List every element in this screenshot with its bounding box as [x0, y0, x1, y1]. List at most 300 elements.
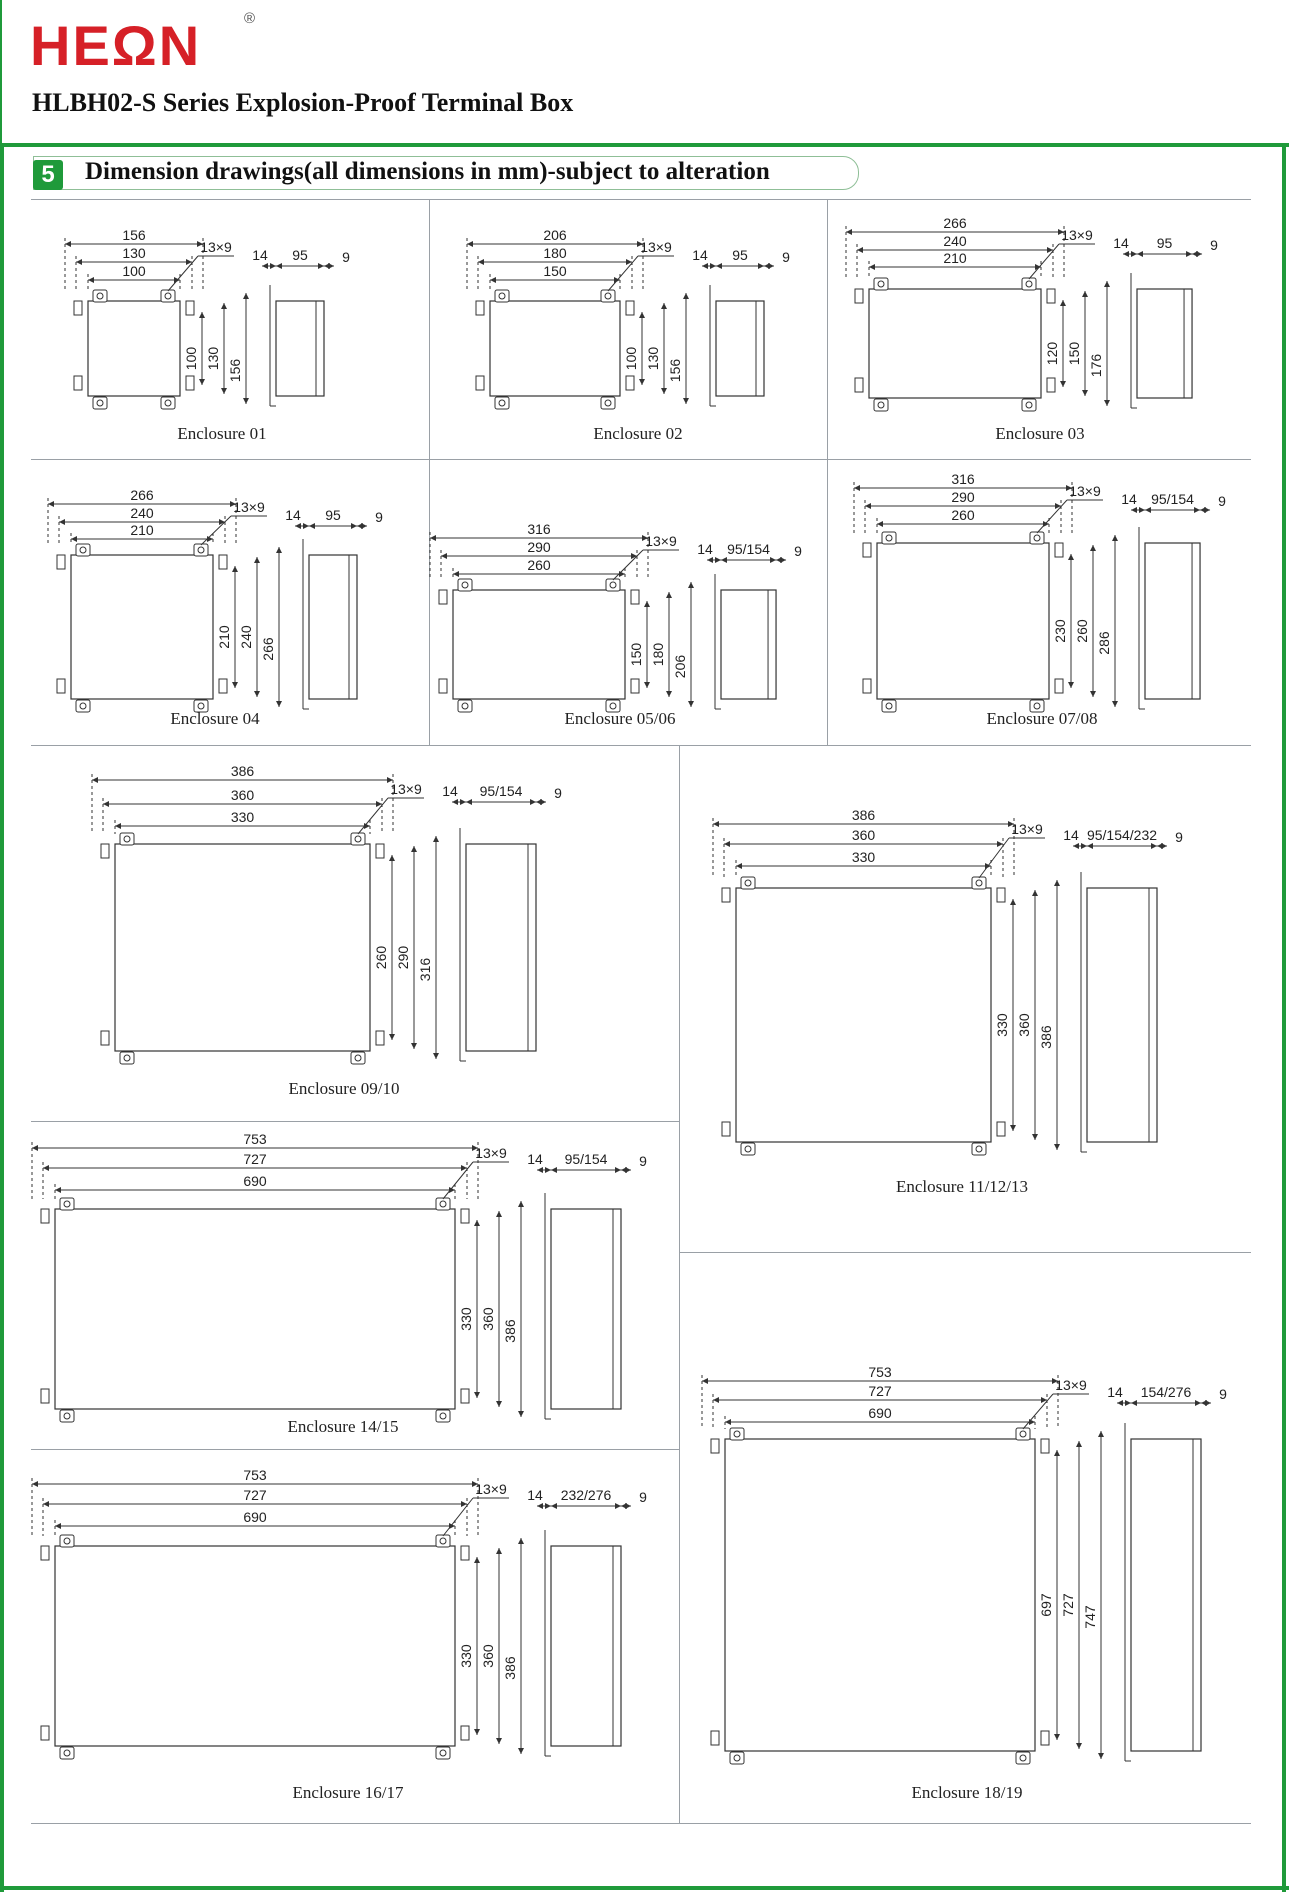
enclosure-11-side-dim-line-2-arrow-l — [1131, 1400, 1137, 1406]
enclosure-10-top-dim-2: 727 — [243, 1487, 267, 1503]
enclosure-1-side-dim-3: 9 — [342, 249, 350, 265]
enclosure-7-right-dim-line-1-arrow-t — [389, 855, 395, 861]
enclosure-4-right-dim-2: 240 — [238, 625, 254, 649]
enclosure-10-right-dim-3: 386 — [502, 1656, 518, 1680]
enclosure-7-top-dim-2: 360 — [230, 787, 255, 803]
enclosure-5-hole-leader — [613, 550, 643, 580]
enclosure-2-lug-l2 — [476, 376, 484, 390]
enclosure-3-foot-tl — [874, 278, 888, 290]
enclosure-4-side-dim-line-1-arrow-l — [295, 523, 301, 529]
enclosure-1-right-dim-line-1-arrow-t — [199, 312, 205, 318]
enclosure-8-lug-r1 — [997, 888, 1005, 902]
enclosure-7-top-dim-line-3-arrow-l — [115, 823, 121, 829]
enclosure-11-right-dim-line-3-arrow-b — [1098, 1753, 1104, 1759]
enclosure-5-side-dim-line-2-arrow-r — [770, 557, 776, 563]
enclosure-7-side-body — [466, 844, 536, 1051]
enclosure-1-right-dim-3: 156 — [227, 358, 243, 383]
enclosure-6-right-dim-1: 230 — [1052, 619, 1068, 643]
enclosure-11-hole-size: 13×9 — [1055, 1377, 1087, 1393]
enclosure-3-top-dim-1: 266 — [943, 215, 967, 231]
enclosure-4-lug-r1 — [219, 555, 227, 569]
enclosure-4-lug-l1 — [57, 555, 65, 569]
enclosure-7-right-dim-line-2-arrow-t — [411, 846, 417, 852]
enclosure-8-side-body — [1087, 888, 1157, 1142]
enclosure-2-front-body — [490, 301, 620, 396]
enclosure-8-right-dim-1: 330 — [994, 1013, 1010, 1037]
enclosure-7-foot-br — [351, 1052, 365, 1064]
enclosure-2-right-dim-1: 100 — [623, 346, 639, 371]
enclosure-5-top-dim-2: 290 — [527, 539, 551, 555]
enclosure-4-right-dim-3: 266 — [260, 637, 276, 661]
enclosure-11-top-dim-line-3-arrow-r — [1029, 1419, 1035, 1425]
enclosure-10-foot-tl — [60, 1535, 74, 1547]
enclosure-4-side-dim-1: 14 — [285, 507, 301, 523]
enclosure-5-foot-tl — [458, 579, 472, 591]
enclosure-1-lug-l1 — [74, 301, 82, 315]
enclosure-9-foot-tl — [60, 1198, 74, 1210]
enclosure-9-hole-size: 13×9 — [475, 1145, 507, 1161]
enclosure-4-right-dim-line-2-arrow-b — [254, 691, 260, 697]
enclosure-6-top-dim-1: 316 — [951, 471, 975, 487]
enclosure-3-right-dim-line-2-arrow-t — [1082, 291, 1088, 297]
enclosure-7-side-dim-line-1-arrow-r — [460, 799, 466, 805]
enclosure-10-right-dim-line-2-arrow-t — [496, 1548, 502, 1554]
enclosure-4-top-dim-3: 210 — [130, 522, 154, 538]
enclosure-11-right-dim-line-3-arrow-t — [1098, 1431, 1104, 1437]
enclosure-9-side-body — [551, 1209, 621, 1409]
enclosure-5-top-dim-line-3-arrow-l — [453, 571, 459, 577]
enclosure-2-foot-tr — [601, 290, 615, 302]
enclosure-9-front-body — [55, 1209, 455, 1409]
enclosure-7-side-dim-3: 9 — [554, 785, 562, 801]
enclosure-3-top-dim-line-3-arrow-l — [869, 264, 875, 270]
enclosure-11-side-dim-line-1-arrow-r — [1125, 1400, 1131, 1406]
enclosure-7-foot-tr — [351, 833, 365, 845]
enclosure-4-top-dim-2: 240 — [130, 505, 154, 521]
enclosure-8-foot-tl — [741, 877, 755, 889]
enclosure-3-top-dim-3: 210 — [943, 250, 967, 266]
enclosure-1-top-dim-line-2-arrow-l — [76, 259, 82, 265]
enclosure-3-side-dim-2: 95 — [1156, 235, 1173, 251]
enclosure-6-side-dim-1: 14 — [1121, 491, 1137, 507]
enclosure-6-side-dim-line-1-arrow-l — [1131, 507, 1137, 513]
enclosure-6-right-dim-line-1-arrow-b — [1068, 682, 1074, 688]
enclosure-10-foot-bl — [60, 1747, 74, 1759]
enclosure-6-top-dim-line-2-arrow-l — [865, 503, 871, 509]
enclosure-5-side-dim-line-2-arrow-l — [721, 557, 727, 563]
enclosure-5-top-dim-line-2-arrow-r — [631, 553, 637, 559]
enclosure-4-right-dim-1: 210 — [216, 625, 232, 649]
enclosure-11-top-dim-line-1-arrow-l — [702, 1378, 708, 1384]
enclosure-11-hole-leader — [1023, 1394, 1053, 1429]
enclosure-4-right-dim-line-2-arrow-t — [254, 557, 260, 563]
enclosure-1-top-dim-line-3-arrow-l — [88, 277, 94, 283]
enclosure-5-right-dim-line-2-arrow-t — [666, 592, 672, 598]
enclosure-5-lug-r1 — [631, 590, 639, 604]
enclosure-2-lug-r2 — [626, 376, 634, 390]
enclosure-4-top-dim-line-1-arrow-l — [48, 501, 54, 507]
enclosure-6-right-dim-3: 286 — [1096, 631, 1112, 655]
enclosure-7-right-dim-line-1-arrow-b — [389, 1034, 395, 1040]
enclosure-7-right-dim-line-2-arrow-b — [411, 1043, 417, 1049]
enclosure-3-foot-br — [1022, 399, 1036, 411]
enclosure-9-top-dim-line-1-arrow-l — [32, 1145, 38, 1151]
enclosure-9-side-dim-2: 95/154 — [564, 1151, 608, 1167]
enclosure-1-right-dim-line-2-arrow-t — [221, 303, 227, 309]
enclosure-8-side-dim-line-3-arrow-r — [1161, 843, 1167, 849]
enclosure-10-foot-br — [436, 1747, 450, 1759]
enclosure-8-top-dim-3: 330 — [851, 849, 876, 865]
enclosure-9-right-dim-line-1-arrow-b — [474, 1392, 480, 1398]
enclosure-2-side-dim-3: 9 — [782, 249, 790, 265]
enclosure-6-side-dim-line-3-arrow-r — [1204, 507, 1210, 513]
enclosure-10-side-dim-2: 232/276 — [560, 1487, 612, 1503]
enclosure-9-top-dim-2: 727 — [243, 1151, 267, 1167]
enclosure-6-hole-size: 13×9 — [1069, 483, 1101, 499]
enclosure-1-side-dim-line-1-arrow-l — [262, 263, 268, 269]
enclosure-6-side-dim-3: 9 — [1218, 493, 1226, 509]
enclosure-5-right-dim-1: 150 — [628, 642, 644, 667]
enclosure-5-right-dim-line-3-arrow-t — [688, 582, 694, 588]
enclosure-4-hole-size: 13×9 — [233, 499, 265, 515]
enclosure-2-top-dim-line-2-arrow-l — [478, 259, 484, 265]
enclosure-2-foot-br — [601, 397, 615, 409]
enclosure-2-foot-bl — [495, 397, 509, 409]
enclosure-5-side-dim-2: 95/154 — [727, 541, 770, 557]
enclosure-6-right-dim-2: 260 — [1074, 619, 1090, 643]
enclosure-8-side-dim-line-1-arrow-l — [1073, 843, 1079, 849]
enclosure-2-lug-r1 — [626, 301, 634, 315]
enclosure-8-right-dim-2: 360 — [1016, 1013, 1032, 1037]
enclosure-4-foot-tl — [76, 544, 90, 556]
enclosure-11-right-dim-1: 697 — [1038, 1593, 1054, 1617]
enclosure-7-right-dim-line-3-arrow-t — [433, 836, 439, 842]
enclosure-1-right-dim-1: 100 — [183, 346, 199, 371]
enclosure-3-right-dim-line-1-arrow-t — [1060, 300, 1066, 306]
enclosure-5-top-dim-1: 316 — [527, 521, 551, 537]
enclosure-1-front-body — [88, 301, 180, 396]
enclosure-11-side-dim-1: 14 — [1107, 1384, 1123, 1400]
enclosure-9-top-dim-line-2-arrow-l — [43, 1165, 49, 1171]
enclosure-7-foot-bl — [120, 1052, 134, 1064]
enclosure-7-top-dim-line-1-arrow-l — [92, 777, 98, 783]
enclosure-2-top-dim-line-3-arrow-l — [490, 277, 496, 283]
enclosure-1-foot-tr — [161, 290, 175, 302]
enclosure-10-front-body — [55, 1546, 455, 1746]
section-title: Dimension drawings(all dimensions in mm)-subject to alteration — [85, 158, 770, 185]
enclosure-10-right-dim-line-3-arrow-b — [518, 1748, 524, 1754]
enclosure-9-right-dim-1: 330 — [458, 1307, 474, 1331]
enclosure-6-side-dim-line-2-arrow-r — [1194, 507, 1200, 513]
enclosure-1-side-dim-line-3-arrow-r — [328, 263, 334, 269]
enclosure-11-lug-l2 — [711, 1731, 719, 1745]
enclosure-4-side-dim-line-2-arrow-r — [351, 523, 357, 529]
enclosure-8-right-dim-line-1-arrow-t — [1010, 899, 1016, 905]
enclosure-3-top-dim-line-1-arrow-l — [846, 229, 852, 235]
enclosure-11-right-dim-3: 747 — [1082, 1605, 1098, 1629]
enclosure-3-hole-size: 13×9 — [1061, 227, 1093, 243]
enclosure-1-side-dim-line-1-arrow-r — [270, 263, 276, 269]
enclosure-9-right-dim-line-2-arrow-b — [496, 1401, 502, 1407]
enclosure-1-top-dim-1: 156 — [122, 227, 146, 243]
enclosure-7-top-dim-1: 386 — [230, 763, 255, 779]
document-title: HLBH02-S Series Explosion-Proof Terminal Box — [32, 88, 574, 117]
enclosure-8-lug-l2 — [722, 1122, 730, 1136]
registered-mark: ® — [244, 10, 256, 27]
enclosure-6-top-dim-line-1-arrow-l — [854, 485, 860, 491]
enclosure-1-hole-size: 13×9 — [200, 239, 232, 255]
enclosure-9-side-dim-line-1-arrow-l — [537, 1167, 543, 1173]
enclosure-8-top-dim-2: 360 — [851, 827, 876, 843]
enclosure-4-lug-l2 — [57, 679, 65, 693]
enclosure-11-right-dim-line-2-arrow-b — [1076, 1743, 1082, 1749]
enclosure-10-side-dim-line-3-arrow-r — [625, 1503, 631, 1509]
enclosure-11-side-dim-3: 9 — [1219, 1386, 1227, 1402]
enclosure-4-side-dim-line-3-arrow-r — [361, 523, 367, 529]
enclosure-8-right-dim-line-2-arrow-t — [1032, 890, 1038, 896]
enclosure-3-side-dim-line-1-arrow-l — [1123, 251, 1129, 257]
enclosure-5-right-dim-line-1-arrow-b — [644, 682, 650, 688]
enclosure-7-right-dim-1: 260 — [373, 945, 389, 970]
enclosure-7-front-body — [115, 844, 370, 1051]
enclosure-6-right-dim-line-3-arrow-t — [1112, 535, 1118, 541]
enclosure-10-side-dim-line-1-arrow-r — [545, 1503, 551, 1509]
enclosure-10-side-body — [551, 1546, 621, 1746]
enclosure-8-foot-bl — [741, 1143, 755, 1155]
enclosure-11-side-dim-line-2-arrow-r — [1195, 1400, 1201, 1406]
enclosure-10-top-dim-3: 690 — [243, 1509, 267, 1525]
enclosure-5-lug-l1 — [439, 590, 447, 604]
enclosure-5-side-dim-line-1-arrow-r — [715, 557, 721, 563]
enclosure-9-top-dim-3: 690 — [243, 1173, 267, 1189]
enclosure-1-right-dim-line-1-arrow-b — [199, 379, 205, 385]
enclosure-4-side-dim-2: 95 — [325, 507, 341, 523]
enclosure-caption: Enclosure 14/15 — [287, 1417, 399, 1436]
enclosure-10-right-dim-1: 330 — [458, 1644, 474, 1668]
enclosure-3-side-dim-3: 9 — [1210, 237, 1218, 253]
enclosure-2-right-dim-3: 156 — [667, 358, 683, 383]
enclosure-10-right-dim-line-1-arrow-b — [474, 1729, 480, 1735]
enclosure-2-top-dim-2: 180 — [543, 245, 567, 261]
enclosure-5-top-dim-3: 260 — [527, 557, 551, 573]
enclosure-caption: Enclosure 05/06 — [564, 709, 676, 728]
enclosure-1-lug-r1 — [186, 301, 194, 315]
enclosure-8-lug-l1 — [722, 888, 730, 902]
enclosure-1-side-dim-2: 95 — [292, 247, 308, 263]
enclosure-4-side-dim-3: 9 — [375, 509, 383, 525]
enclosure-11-side-dim-line-3-arrow-r — [1205, 1400, 1211, 1406]
enclosure-2-side-dim-line-1-arrow-r — [710, 263, 716, 269]
enclosure-9-side-dim-line-2-arrow-l — [551, 1167, 557, 1173]
enclosure-11-top-dim-line-2-arrow-l — [713, 1397, 719, 1403]
enclosure-5-side-dim-line-1-arrow-l — [707, 557, 713, 563]
enclosure-7-right-dim-line-3-arrow-b — [433, 1053, 439, 1059]
enclosure-7-lug-l1 — [101, 844, 109, 858]
enclosure-8-foot-tr — [972, 877, 986, 889]
enclosure-10-side-dim-line-1-arrow-l — [537, 1503, 543, 1509]
enclosure-3-side-dim-line-2-arrow-r — [1186, 251, 1192, 257]
enclosure-9-foot-bl — [60, 1410, 74, 1422]
enclosure-9-side-dim-line-1-arrow-r — [545, 1167, 551, 1173]
enclosure-6-side-dim-2: 95/154 — [1151, 491, 1194, 507]
enclosure-8-side-dim-line-2-arrow-r — [1151, 843, 1157, 849]
enclosure-9-right-dim-2: 360 — [480, 1307, 496, 1331]
enclosure-11-top-dim-3: 690 — [868, 1405, 892, 1421]
enclosure-3-top-dim-line-2-arrow-l — [857, 247, 863, 253]
enclosure-5-front-body — [453, 590, 625, 699]
enclosure-2-right-dim-line-3-arrow-t — [683, 293, 689, 299]
enclosure-6-hole-leader — [1037, 500, 1067, 533]
enclosure-9-right-dim-line-3-arrow-b — [518, 1411, 524, 1417]
enclosure-2-right-dim-line-2-arrow-t — [661, 303, 667, 309]
enclosure-4-front-body — [71, 555, 213, 699]
enclosure-2-right-dim-2: 130 — [645, 346, 661, 371]
enclosure-5-side-dim-line-3-arrow-r — [780, 557, 786, 563]
enclosure-2-side-dim-line-3-arrow-r — [768, 263, 774, 269]
enclosure-3-foot-tr — [1022, 278, 1036, 290]
enclosure-3-right-dim-line-2-arrow-b — [1082, 390, 1088, 396]
enclosure-caption: Enclosure 07/08 — [986, 709, 1098, 728]
enclosure-3-lug-r2 — [1047, 378, 1055, 392]
enclosure-10-side-dim-line-2-arrow-r — [615, 1503, 621, 1509]
enclosure-11-top-dim-2: 727 — [868, 1383, 892, 1399]
enclosure-8-right-dim-3: 386 — [1038, 1025, 1054, 1049]
enclosure-6-lug-r1 — [1055, 543, 1063, 557]
enclosure-11-top-dim-line-3-arrow-l — [725, 1419, 731, 1425]
enclosure-3-right-dim-1: 120 — [1044, 341, 1060, 366]
enclosure-6-front-body — [877, 543, 1049, 699]
enclosure-6-side-dim-line-2-arrow-l — [1145, 507, 1151, 513]
enclosure-11-foot-tl — [730, 1428, 744, 1440]
enclosure-1-right-dim-line-3-arrow-b — [243, 398, 249, 404]
enclosure-6-lug-l1 — [863, 543, 871, 557]
enclosure-11-foot-bl — [730, 1752, 744, 1764]
enclosure-1-lug-l2 — [74, 376, 82, 390]
enclosure-10-lug-l1 — [41, 1546, 49, 1560]
enclosure-6-right-dim-line-2-arrow-b — [1090, 691, 1096, 697]
enclosure-11-right-dim-line-1-arrow-b — [1054, 1734, 1060, 1740]
enclosure-8-top-dim-line-3-arrow-l — [736, 863, 742, 869]
enclosure-4-right-dim-line-3-arrow-b — [276, 701, 282, 707]
enclosure-9-top-dim-line-3-arrow-l — [55, 1187, 61, 1193]
enclosure-3-lug-l2 — [855, 378, 863, 392]
enclosure-caption: Enclosure 04 — [170, 709, 260, 728]
enclosure-8-right-dim-line-3-arrow-b — [1054, 1144, 1060, 1150]
enclosure-1-right-dim-line-3-arrow-t — [243, 293, 249, 299]
enclosure-3-side-dim-1: 14 — [1113, 235, 1129, 251]
enclosure-7-side-dim-2: 95/154 — [479, 783, 523, 799]
enclosure-11-side-dim-2: 154/276 — [1140, 1384, 1192, 1400]
section-number-badge: 5 — [33, 160, 63, 190]
enclosure-1-hole-leader — [168, 256, 198, 291]
enclosure-5-right-dim-line-2-arrow-b — [666, 691, 672, 697]
enclosure-9-right-dim-line-1-arrow-t — [474, 1220, 480, 1226]
enclosure-2-side-dim-1: 14 — [692, 247, 708, 263]
enclosure-4-side-body — [309, 555, 357, 699]
enclosure-7-side-dim-1: 14 — [442, 783, 458, 799]
enclosure-4-lug-r2 — [219, 679, 227, 693]
enclosure-1-side-body — [276, 301, 324, 396]
enclosure-1-side-dim-line-2-arrow-r — [318, 263, 324, 269]
enclosure-5-side-dim-3: 9 — [794, 543, 802, 559]
enclosure-5-lug-r2 — [631, 679, 639, 693]
enclosure-2-hole-leader — [608, 256, 638, 291]
enclosure-4-side-dim-line-2-arrow-l — [309, 523, 315, 529]
enclosure-1-top-dim-3: 100 — [122, 263, 146, 279]
enclosure-caption: Enclosure 01 — [177, 424, 267, 443]
enclosure-11-lug-l1 — [711, 1439, 719, 1453]
enclosure-2-side-dim-2: 95 — [732, 247, 748, 263]
enclosure-11-foot-tr — [1016, 1428, 1030, 1440]
enclosure-6-right-dim-line-1-arrow-t — [1068, 554, 1074, 560]
enclosure-6-top-dim-2: 290 — [951, 489, 975, 505]
enclosure-4-foot-tr — [194, 544, 208, 556]
enclosure-10-lug-l2 — [41, 1726, 49, 1740]
enclosure-9-lug-l2 — [41, 1389, 49, 1403]
enclosure-3-top-dim-2: 240 — [943, 233, 967, 249]
enclosure-2-side-dim-line-2-arrow-r — [758, 263, 764, 269]
enclosure-7-side-dim-line-1-arrow-l — [452, 799, 458, 805]
enclosure-caption: Enclosure 09/10 — [288, 1079, 400, 1098]
enclosure-9-right-dim-3: 386 — [502, 1319, 518, 1343]
enclosure-9-side-dim-1: 14 — [527, 1151, 543, 1167]
enclosure-6-top-dim-line-3-arrow-l — [877, 521, 883, 527]
enclosure-4-side-dim-line-1-arrow-r — [303, 523, 309, 529]
enclosure-2-right-dim-line-3-arrow-b — [683, 398, 689, 404]
enclosure-7-right-dim-2: 290 — [395, 945, 411, 970]
enclosure-2-top-dim-line-1-arrow-l — [467, 241, 473, 247]
enclosure-10-right-dim-2: 360 — [480, 1644, 496, 1668]
enclosure-2-lug-l1 — [476, 301, 484, 315]
enclosure-10-foot-tr — [436, 1535, 450, 1547]
enclosure-3-right-dim-line-3-arrow-b — [1104, 400, 1110, 406]
enclosure-5-right-dim-3: 206 — [672, 654, 688, 679]
enclosure-5-hole-size: 13×9 — [645, 533, 677, 549]
enclosure-10-side-dim-3: 9 — [639, 1489, 647, 1505]
enclosure-11-right-dim-line-1-arrow-t — [1054, 1450, 1060, 1456]
enclosure-10-lug-r2 — [461, 1726, 469, 1740]
enclosure-11-lug-r2 — [1041, 1731, 1049, 1745]
enclosure-3-lug-r1 — [1047, 289, 1055, 303]
enclosure-3-right-dim-line-3-arrow-t — [1104, 281, 1110, 287]
enclosure-4-top-dim-1: 266 — [130, 487, 154, 503]
enclosure-3-foot-bl — [874, 399, 888, 411]
enclosure-9-right-dim-line-2-arrow-t — [496, 1211, 502, 1217]
enclosure-10-side-dim-line-2-arrow-l — [551, 1503, 557, 1509]
enclosure-3-side-dim-line-3-arrow-r — [1196, 251, 1202, 257]
enclosure-4-right-dim-line-1-arrow-b — [232, 682, 238, 688]
enclosure-7-hole-size: 13×9 — [390, 781, 422, 797]
enclosure-7-hole-leader — [358, 798, 388, 834]
enclosure-1-right-dim-line-2-arrow-b — [221, 388, 227, 394]
enclosure-1-side-dim-1: 14 — [252, 247, 268, 263]
enclosure-4-top-dim-line-3-arrow-l — [71, 536, 77, 542]
enclosure-7-top-dim-line-2-arrow-l — [103, 801, 109, 807]
enclosure-3-side-dim-line-1-arrow-r — [1131, 251, 1137, 257]
enclosure-9-lug-r2 — [461, 1389, 469, 1403]
enclosure-11-front-body — [725, 1439, 1035, 1751]
enclosure-3-right-dim-3: 176 — [1088, 353, 1104, 378]
enclosure-4-top-dim-line-2-arrow-l — [59, 519, 65, 525]
enclosure-7-top-dim-3: 330 — [230, 809, 255, 825]
enclosure-8-hole-size: 13×9 — [1011, 821, 1043, 837]
enclosure-8-foot-br — [972, 1143, 986, 1155]
enclosure-5-foot-tr — [606, 579, 620, 591]
enclosure-7-lug-r2 — [376, 1031, 384, 1045]
enclosure-7-side-dim-line-2-arrow-l — [466, 799, 472, 805]
enclosure-10-lug-r1 — [461, 1546, 469, 1560]
enclosure-7-side-dim-line-2-arrow-r — [530, 799, 536, 805]
